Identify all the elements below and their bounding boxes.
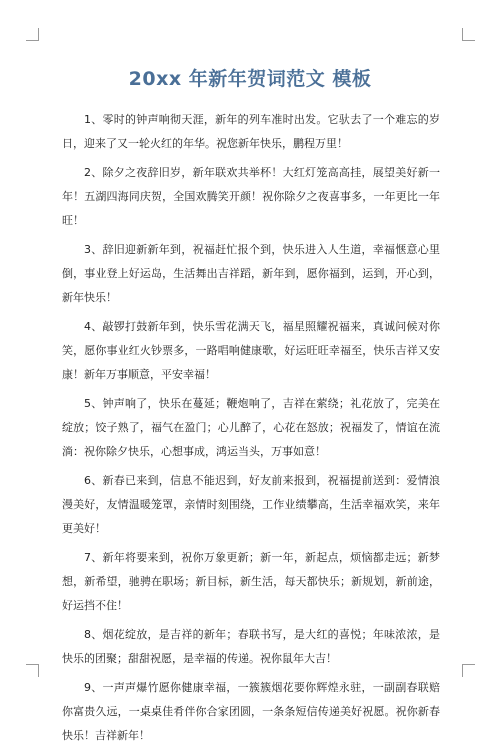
- crop-mark-top-left: [26, 28, 39, 41]
- paragraph-3: 3、辞旧迎新新年到，祝福赶忙报个到，快乐进入人生道，幸福惬意心里倒，事业登上好运岛，生活舞出吉祥蹈，新年到，愿你福到，运到，开心到，新年快乐！: [62, 243, 440, 304]
- crop-mark-bottom-right: [462, 664, 475, 677]
- paragraph-1: 1、零时的钟声响彻天涯，新年的列车准时出发。它驮去了一个难忘的岁日，迎来了又一轮火红的年华。祝您新年快乐，鹏程万里！: [62, 113, 440, 150]
- paragraph-9: 9、一声声爆竹愿你健康幸福，一簇簇烟花要你辉煌永驻，一副副春联赔你富贵久远，一桌桌佳肴伴你合家团圆，一条条短信传递美好祝愿。祝你新春快乐！吉祥新年！: [62, 681, 440, 742]
- paragraph-8: 8、烟花绽放，是吉祥的新年；春联书写，是大红的喜悦；年味浓浓，是快乐的团聚；甜甜祝愿，是幸福的传递。祝你鼠年大吉！: [62, 628, 440, 665]
- paragraph-4: 4、敲锣打鼓新年到，快乐雪花满天飞，福星照耀祝福来，真诚问候对你笑，愿你事业红火钞票多，一路唱响健康歌，好运旺旺幸福至，快乐吉祥又安康！新年万事顺意，平安幸福！: [62, 320, 440, 381]
- paragraph-2: 2、除夕之夜辞旧岁，新年联欢共举杯！大红灯笼高高挂，展望美好新一年！五湖四海同庆贺，全国欢腾笑开颜！祝你除夕之夜喜事多，一年更比一年旺！: [62, 166, 440, 227]
- paragraph-7: 7、新年将要来到，祝你万象更新；新一年，新起点，烦恼都走远；新梦想，新希望，驰骋在职场；新目标，新生活，每天都快乐；新规划，新前途，好运挡不住！: [62, 551, 440, 612]
- document-body: [62, 108, 440, 753]
- paragraph-6: 6、新春已来到，信息不能迟到，好友前来报到，祝福提前送到：爱情浪漫美好，友情温暖笼罩，亲情时刻围绕，工作业绩攀高，生活幸福欢笑，来年更美好！: [62, 474, 440, 535]
- paragraph-5: 5、钟声响了，快乐在蔓延；鞭炮响了，吉祥在萦绕；礼花放了，完美在绽放；饺子熟了，福气在盈门；心儿醉了，心花在怒放；祝福发了，情谊在流淌：祝你除夕快乐，心想事成，鸿运当头，万事如意！: [62, 397, 440, 458]
- document-title: 20xx 年新年贺词范文 模板: [128, 68, 372, 90]
- crop-mark-bottom-left: [26, 664, 39, 677]
- crop-mark-top-right: [462, 28, 475, 41]
